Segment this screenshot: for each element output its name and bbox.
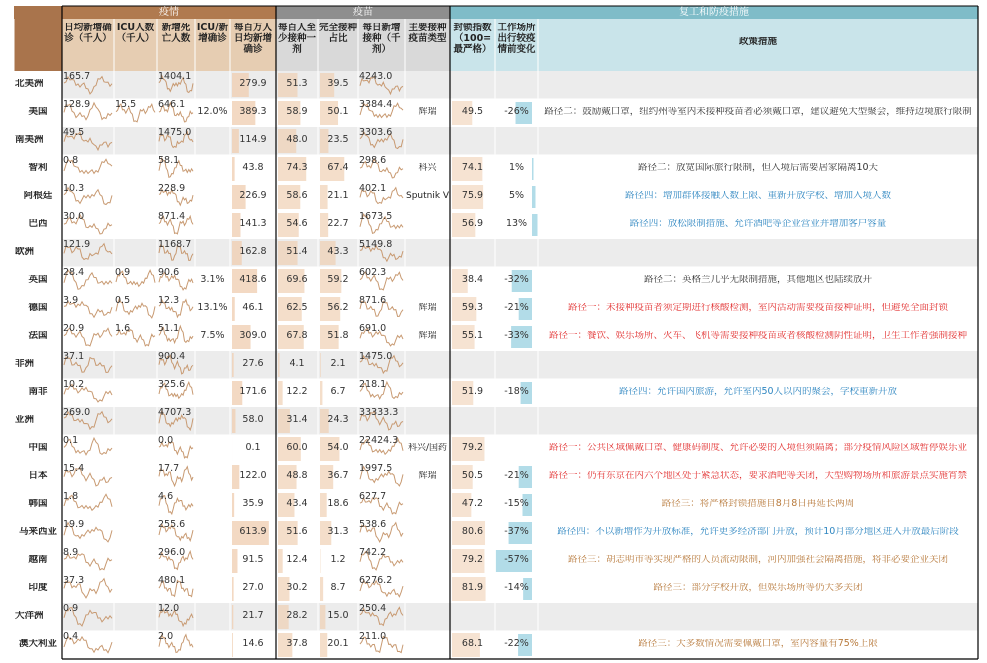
- workplace-value: -21%: [504, 303, 529, 313]
- per-million-value: 171.6: [239, 387, 267, 397]
- lockdown-value: 50.5: [461, 471, 484, 481]
- lockdown-value: 81.9: [461, 583, 484, 593]
- per-million-value: 27.0: [242, 583, 264, 593]
- daily-vax-value: 1475.0: [359, 352, 393, 362]
- row-label: 欧洲: [15, 247, 35, 257]
- one-dose-value: 12.4: [286, 555, 308, 565]
- header-vax-type: 主要接种疫苗类型: [408, 23, 447, 44]
- region-row-bg: [62, 127, 978, 155]
- header-policy: 政策措施: [738, 37, 777, 47]
- policy-text: 路径二：放宽国际旅行限制，但入境后需要居家隔离10天: [637, 163, 879, 173]
- per-million-value: 91.5: [242, 555, 264, 565]
- per-million-value: 613.9: [239, 527, 267, 537]
- one-dose-value: 54.6: [286, 219, 308, 229]
- lockdown-value: 47.2: [461, 499, 484, 509]
- policy-text: 路径四：不以新增作为开放标准，允许更多经济部门开放，预计10月部分地区进入开放最后阶段: [557, 527, 959, 537]
- workplace-value: -33%: [504, 331, 529, 341]
- one-dose-value: 31.4: [286, 415, 308, 425]
- daily-cases-value: 0.4: [63, 632, 79, 642]
- lockdown-value: 59.3: [461, 303, 484, 313]
- daily-vax-value: 211.0: [359, 632, 387, 642]
- icu-ratio-value: 12.0%: [197, 107, 228, 117]
- deaths-value: 871.4: [158, 212, 186, 222]
- daily-vax-value: 218.1: [359, 380, 387, 390]
- workplace-value: -37%: [504, 527, 529, 537]
- daily-cases-value: 19.9: [63, 520, 85, 530]
- policy-text: 路径一：仍有东京在内六个地区处于紧急状态，要求酒吧等关闭，大型购物场所和旅游景点实施宵禁: [548, 471, 967, 481]
- deaths-value: 2.0: [158, 632, 174, 642]
- workplace-value: 13%: [505, 219, 528, 229]
- icu-value: 0.9: [115, 268, 131, 278]
- daily-cases-value: 20.9: [63, 324, 85, 334]
- daily-cases-value: 0.8: [63, 156, 79, 166]
- policy-text: 路径三：将严格封锁措施自8月8日再延长两周: [661, 499, 855, 509]
- daily-vax-value: 4243.0: [359, 72, 393, 82]
- full-share-value: 23.5: [327, 135, 349, 145]
- icu-value: 15.5: [115, 100, 137, 110]
- policy-text: 路径四：增加群体接触人数上限、重新开放学校、增加入境人数: [624, 191, 891, 201]
- policy-text: 路径一：公共区域佩戴口罩、健康码制度、允许必要的入境但须隔离；部分疫情风险区域暂停娱乐业: [548, 443, 967, 453]
- one-dose-value: 58.9: [286, 107, 308, 117]
- one-dose-value: 48.0: [286, 135, 308, 145]
- policy-text: 路径三：胡志明市等实现严格的人员流动限制，河内加强社会隔离措施，将非必要企业关闭: [567, 555, 948, 565]
- policy-text: 路径四：放松限制措施、允许酒吧等企业营业并增加客户容量: [629, 219, 887, 229]
- group-reopen-title: 复工和防疫措施: [679, 7, 749, 18]
- workplace-value: 5%: [508, 191, 525, 201]
- full-share-value: 36.7: [327, 471, 349, 481]
- full-share-value: 67.4: [327, 163, 349, 173]
- daily-cases-value: 3.9: [63, 296, 79, 306]
- policy-text: 路径一：餐饮、娱乐场所、火车、飞机等需要接种疫苗或者核酸检测阴性证明，卫生工作者强制接种: [548, 331, 967, 341]
- header-workplace: 工作场所出行较疫情前变化: [497, 23, 536, 55]
- full-share-value: 8.7: [330, 583, 346, 593]
- lockdown-value: 79.2: [461, 443, 484, 453]
- header-one-dose: 每百人至少接种一剂: [277, 23, 316, 55]
- header-full-share: 完全接种占比: [319, 23, 357, 44]
- daily-vax-value: 742.2: [359, 548, 387, 558]
- full-share-value: 50.1: [327, 107, 349, 117]
- region-row-bg: [62, 71, 978, 99]
- full-share-value: 59.2: [327, 275, 349, 285]
- daily-cases-value: 1.8: [63, 492, 79, 502]
- policy-text: 路径一：未接种疫苗者须定期进行核酸检测，室内活动需要疫苗接种证明，但避免全面封锁: [567, 303, 948, 313]
- lockdown-value: 68.1: [461, 639, 484, 649]
- one-dose-value: 12.2: [286, 387, 308, 397]
- daily-cases-value: 37.3: [63, 576, 85, 586]
- one-dose-value: 69.6: [286, 275, 308, 285]
- policy-text: 路径三：部分学校开放，但娱乐场所等仍大多关闭: [653, 583, 863, 593]
- workplace-value: -26%: [504, 107, 529, 117]
- row-label: 美国: [28, 107, 48, 117]
- per-million-value: 114.9: [239, 135, 267, 145]
- icu-ratio-value: 7.5%: [200, 331, 225, 341]
- per-million-value: 0.1: [245, 443, 261, 453]
- header-daily-cases: 日均新增确诊（千人）: [64, 23, 112, 44]
- region-row-bg: [62, 603, 978, 631]
- vax-type-value: 辉瑞: [418, 107, 437, 117]
- daily-vax-value: 1997.5: [359, 464, 393, 474]
- full-share-value: 22.7: [327, 219, 349, 229]
- deaths-value: 17.7: [158, 464, 180, 474]
- vax-type-value: 辉瑞: [418, 303, 437, 313]
- per-million-value: 58.0: [242, 415, 264, 425]
- deaths-value: 900.4: [158, 352, 186, 362]
- row-label: 南非: [28, 387, 48, 397]
- full-share-value: 56.2: [327, 303, 349, 313]
- per-million-value: 27.6: [242, 359, 264, 369]
- full-share-value: 39.5: [327, 79, 349, 89]
- one-dose-value: 74.3: [286, 163, 308, 173]
- lockdown-value: 51.9: [461, 387, 484, 397]
- per-million-value: 46.1: [242, 303, 264, 313]
- daily-vax-value: 871.6: [359, 296, 387, 306]
- deaths-value: 4.6: [158, 492, 174, 502]
- header-deaths: 新增死亡人数: [161, 23, 191, 44]
- deaths-value: 1475.0: [158, 128, 192, 138]
- full-share-value: 21.1: [327, 191, 349, 201]
- row-label: 澳大利亚: [18, 639, 57, 649]
- one-dose-value: 43.4: [286, 499, 308, 509]
- policy-text: 路径三：大多数情况需要佩戴口罩，室内容量有75%上限: [638, 639, 878, 649]
- per-million-value: 21.7: [242, 611, 264, 621]
- deaths-value: 228.9: [158, 184, 186, 194]
- per-million-value: 162.8: [239, 247, 267, 257]
- row-label: 大洋洲: [15, 611, 44, 621]
- daily-cases-value: 0.9: [63, 604, 79, 614]
- row-label: 马来西亚: [18, 527, 57, 537]
- workplace-value: -32%: [504, 275, 529, 285]
- deaths-value: 90.6: [158, 268, 180, 278]
- workplace-value: -14%: [504, 583, 529, 593]
- row-label: 英国: [28, 275, 48, 285]
- one-dose-value: 62.5: [286, 303, 308, 313]
- row-label: 智利: [28, 163, 48, 173]
- row-label: 巴西: [28, 219, 48, 229]
- daily-cases-value: 49.5: [63, 128, 85, 138]
- daily-vax-value: 1673.5: [359, 212, 393, 222]
- deaths-value: 255.6: [158, 520, 186, 530]
- daily-vax-value: 3384.4: [359, 100, 393, 110]
- deaths-value: 646.1: [158, 100, 186, 110]
- deaths-value: 51.1: [158, 324, 180, 334]
- deaths-value: 4707.3: [158, 408, 192, 418]
- one-dose-value: 51.4: [286, 247, 308, 257]
- deaths-value: 325.6: [158, 380, 186, 390]
- workplace-value: -15%: [504, 499, 529, 509]
- daily-cases-value: 10.2: [63, 380, 85, 390]
- daily-vax-value: 250.4: [359, 604, 387, 614]
- deaths-value: 1168.7: [158, 240, 192, 250]
- daily-cases-value: 37.1: [63, 352, 85, 362]
- daily-vax-value: 5149.8: [359, 240, 393, 250]
- workplace-value: -57%: [504, 555, 529, 565]
- row-label: 法国: [28, 331, 48, 341]
- region-row-bg: [62, 407, 978, 435]
- per-million-value: 43.8: [242, 163, 264, 173]
- deaths-value: 12.0: [158, 604, 180, 614]
- deaths-value: 58.1: [158, 156, 180, 166]
- daily-cases-value: 128.9: [63, 100, 91, 110]
- daily-vax-value: 298.6: [359, 156, 387, 166]
- one-dose-value: 48.8: [286, 471, 308, 481]
- full-share-value: 51.8: [327, 331, 349, 341]
- row-label: 非洲: [15, 359, 35, 369]
- region-row-bg: [62, 351, 978, 379]
- daily-cases-value: 30.0: [63, 212, 85, 222]
- region-row-bg: [62, 239, 978, 267]
- per-million-value: 35.9: [242, 499, 264, 509]
- full-share-value: 18.6: [327, 499, 349, 509]
- lockdown-value: 56.9: [461, 219, 484, 229]
- row-label: 阿根廷: [23, 191, 53, 201]
- policy-text: 路径四：允许国内旅游，允许室内50人以内的聚会，学校重新开放: [618, 387, 898, 397]
- one-dose-value: 67.8: [286, 331, 308, 341]
- per-million-value: 309.0: [239, 331, 267, 341]
- full-share-value: 31.3: [327, 527, 349, 537]
- icu-value: 0.5: [115, 296, 131, 306]
- daily-vax-value: 3303.6: [359, 128, 393, 138]
- full-share-value: 15.0: [327, 611, 349, 621]
- lockdown-value: 74.1: [461, 163, 484, 173]
- lockdown-value: 55.1: [461, 331, 484, 341]
- full-share-value: 43.3: [327, 247, 349, 257]
- row-label: 德国: [28, 303, 48, 313]
- per-million-value: 141.3: [239, 219, 267, 229]
- daily-vax-value: 627.7: [359, 492, 387, 502]
- header-daily-vax: 每日新增接种（千剂）: [362, 23, 401, 55]
- vax-type-value: 辉瑞: [418, 471, 437, 481]
- daily-cases-value: 0.1: [63, 436, 79, 446]
- lockdown-value: 49.5: [461, 107, 484, 117]
- row-label: 中国: [28, 443, 48, 453]
- row-label: 韩国: [28, 499, 48, 509]
- icu-ratio-value: 3.1%: [200, 275, 225, 285]
- daily-vax-value: 6276.2: [359, 576, 393, 586]
- daily-vax-value: 402.1: [359, 184, 387, 194]
- workplace-value: -18%: [504, 387, 529, 397]
- deaths-value: 12.3: [158, 296, 180, 306]
- daily-cases-value: 15.4: [63, 464, 85, 474]
- group-epidemic-title: 疫情: [159, 7, 179, 18]
- daily-cases-value: 165.7: [63, 72, 91, 82]
- vax-type-value: 辉瑞: [418, 331, 437, 341]
- deaths-value: 1404.1: [158, 72, 192, 82]
- header-icu: ICU人数（千人）: [116, 23, 155, 44]
- one-dose-value: 37.8: [286, 639, 308, 649]
- vax-type-value: Sputnik V: [406, 191, 449, 201]
- full-share-value: 24.3: [327, 415, 349, 425]
- daily-cases-value: 28.4: [63, 268, 85, 278]
- one-dose-value: 51.6: [286, 527, 308, 537]
- full-share-value: 2.1: [330, 359, 346, 369]
- group-vaccine-title: 疫苗: [353, 7, 373, 18]
- header-icu-ratio: ICU/新增确诊: [196, 23, 229, 44]
- vax-type-value: 科兴: [418, 163, 437, 173]
- daily-cases-value: 121.9: [63, 240, 91, 250]
- daily-cases-value: 269.0: [63, 408, 91, 418]
- full-share-value: 54.0: [327, 443, 349, 453]
- corner-header: [14, 6, 62, 71]
- row-label: 南美洲: [15, 135, 44, 145]
- daily-vax-value: 602.3: [359, 268, 387, 278]
- deaths-value: 0.0: [158, 436, 174, 446]
- per-million-value: 389.3: [239, 107, 267, 117]
- full-share-value: 6.7: [330, 387, 346, 397]
- daily-cases-value: 10.3: [63, 184, 85, 194]
- workplace-value: -22%: [504, 639, 529, 649]
- header-lockdown: 封锁指数（100=最严格）: [453, 23, 492, 55]
- daily-vax-value: 691.0: [359, 324, 387, 334]
- per-million-value: 122.0: [239, 471, 267, 481]
- daily-cases-value: 8.9: [63, 548, 79, 558]
- icu-value: 1.6: [115, 324, 131, 334]
- daily-vax-value: 538.6: [359, 520, 387, 530]
- lockdown-value: 38.4: [461, 275, 484, 285]
- full-share-value: 20.1: [327, 639, 349, 649]
- per-million-value: 418.6: [239, 275, 267, 285]
- one-dose-value: 58.6: [286, 191, 308, 201]
- deaths-value: 296.0: [158, 548, 186, 558]
- daily-vax-value: 33333.3: [359, 408, 399, 418]
- lockdown-value: 80.6: [461, 527, 484, 537]
- lockdown-value: 75.9: [461, 191, 484, 201]
- one-dose-value: 4.1: [289, 359, 305, 369]
- row-label: 亚洲: [15, 415, 35, 425]
- icu-ratio-value: 13.1%: [197, 303, 228, 313]
- full-share-value: 1.2: [330, 555, 346, 565]
- policy-text: 路径二：鼓励戴口罩，纽约州等室内未接种疫苗者必须戴口罩，建议避免大型聚会，维持边境旅行限制: [544, 107, 972, 117]
- per-million-value: 279.9: [239, 79, 267, 89]
- per-million-value: 226.9: [239, 191, 267, 201]
- one-dose-value: 60.0: [286, 443, 308, 453]
- policy-text: 路径二：英格兰几乎无限制措施，其他地区也陆续放开: [643, 275, 872, 285]
- one-dose-value: 30.2: [286, 583, 308, 593]
- row-label: 越南: [28, 555, 48, 565]
- daily-vax-value: 22424.3: [359, 436, 399, 446]
- vax-type-value: 科兴/国药: [407, 443, 448, 453]
- one-dose-value: 28.2: [286, 611, 308, 621]
- lockdown-value: 79.2: [461, 555, 484, 565]
- deaths-value: 480.1: [158, 576, 186, 586]
- per-million-value: 14.6: [242, 639, 264, 649]
- row-label: 日本: [28, 471, 48, 481]
- workplace-value: 1%: [508, 163, 525, 173]
- row-label: 北美洲: [15, 79, 44, 89]
- one-dose-value: 51.3: [286, 79, 308, 89]
- workplace-value: -21%: [504, 471, 529, 481]
- row-label: 印度: [28, 583, 48, 593]
- header-per-million: 每百万人日均新增确诊: [233, 23, 272, 55]
